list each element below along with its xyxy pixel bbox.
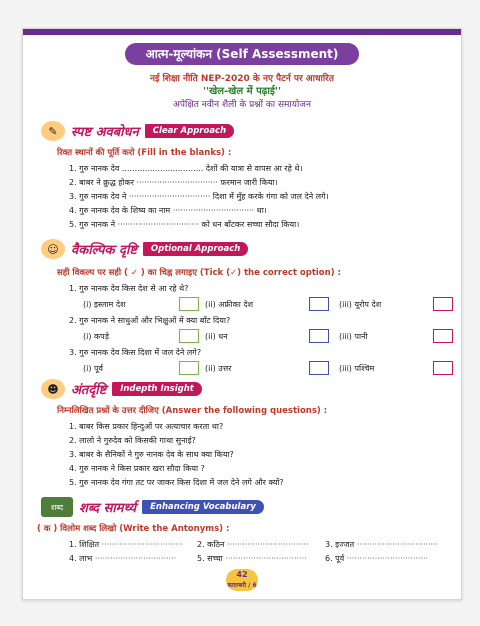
question-line: 2. लालो ने गुरुदेव को किसकी गाथा सुनाई? xyxy=(69,436,196,445)
blank-line: 1. गुरु नानक देव ................................ देशों की यात्रा से वापस आ रहे थे। xyxy=(69,164,303,173)
antonym-word: 6. पूर्व xyxy=(325,554,345,563)
option-label: (i) इस्लाम देश xyxy=(83,300,126,309)
instruction-fill-blanks: रिक्त स्थानों की पूर्ति करो (Fill in the blanks) : xyxy=(57,148,232,158)
subtitle-play: ''खेल-खेल में पढ़ाई'' xyxy=(202,86,282,97)
thinking-girl-icon: ☺ xyxy=(41,239,65,259)
antonym-word: 1. शिक्षित xyxy=(69,540,100,549)
subtitle-nep: नई शिक्षा नीति NEP-2020 के नए पैटर्न पर आधारित xyxy=(150,74,334,84)
top-bar xyxy=(23,29,461,35)
section-title-hindi: वैकल्पिक दृष्टि xyxy=(71,243,137,258)
option-checkbox[interactable] xyxy=(433,361,453,375)
answer-blank[interactable]: ································ xyxy=(227,540,309,549)
option-checkbox[interactable] xyxy=(433,297,453,311)
option-checkbox[interactable] xyxy=(309,361,329,375)
option-checkbox[interactable] xyxy=(179,361,199,375)
section-vocabulary xyxy=(41,497,264,517)
section-indepth-insight xyxy=(41,379,202,399)
section-title-hindi: अंतर्दृष्टि xyxy=(71,383,107,398)
option-checkbox[interactable] xyxy=(309,329,329,343)
option-checkbox[interactable] xyxy=(179,297,199,311)
workbook-page xyxy=(22,28,462,600)
answer-blank[interactable]: ································ xyxy=(346,554,429,563)
antonym-word: 2. कठिन xyxy=(197,540,225,549)
page-title: आत्म-मूल्यांकन (Self Assessment) xyxy=(125,43,359,65)
mcq-question: 2. गुरु नानक ने साधुओं और भिक्षुओं में क्या बाँट दिया? xyxy=(69,316,231,325)
instruction-answer: निम्नलिखित प्रश्नों के उत्तर दीजिए (Answer the following questions) : xyxy=(57,406,328,416)
option-label: (i) पूर्व xyxy=(83,364,103,373)
mcq-question: 3. गुरु नानक देव किस दिशा में जल देने लगे? xyxy=(69,348,202,357)
question-line: 3. बाबर के सैनिकों ने गुरु नानक देव के साथ क्या किया? xyxy=(69,450,234,459)
answer-blank[interactable]: ································ xyxy=(225,554,307,563)
book-label: कादम्बरी / 6 xyxy=(227,582,257,589)
student-icon: ✎ xyxy=(41,121,65,141)
antonym-word: 3. इज्जत xyxy=(325,540,355,549)
section-clear-approach xyxy=(41,121,234,141)
blank-line: 5. गुरु नानक ने ································ को धन बाँटकर सच्चा सौदा किया। xyxy=(69,220,300,229)
option-label: (ii) अफ्रीका देश xyxy=(205,300,254,309)
option-checkbox[interactable] xyxy=(433,329,453,343)
instruction-tick: सही विकल्प पर सही ( ✓ ) का चिह्न लगाइए (Tick (✓) the correct option) : xyxy=(57,268,341,278)
option-label: (ii) धन xyxy=(205,332,228,341)
answer-blank[interactable]: ································ xyxy=(356,540,439,549)
page-number: 42 xyxy=(236,570,248,579)
option-checkbox[interactable] xyxy=(309,297,329,311)
blank-line: 2. बाबर ने क्रुद्ध होकर ································ फ़रमान जारी किया। xyxy=(69,178,278,187)
option-label: (ii) उत्तर xyxy=(205,364,232,373)
section-optional-approach xyxy=(41,239,248,259)
option-label: (iii) यूरोप देश xyxy=(339,300,382,309)
page-number-badge xyxy=(226,569,258,591)
answer-blank[interactable]: ································ xyxy=(101,540,183,549)
blank-line: 4. गुरु नानक देव के शिष्य का नाम ································ था। xyxy=(69,206,267,215)
option-label: (iii) पानी xyxy=(339,332,368,341)
section-title-english: Optional Approach xyxy=(143,242,248,256)
answer-blank[interactable]: ································ xyxy=(94,554,177,563)
section-title-hindi: स्पष्ट अवबोधन xyxy=(71,125,139,140)
section-title-english: Clear Approach xyxy=(145,124,234,138)
section-title-english: Indepth Insight xyxy=(112,382,202,396)
question-line: 5. गुरु नानक देव गंगा तट पर जाकर किस दिशा में जल देने लगे और क्यों? xyxy=(69,478,284,487)
option-label: (iii) पश्चिम xyxy=(339,364,375,373)
section-title-hindi: शब्द सामर्थ्य xyxy=(79,501,137,516)
antonym-word: 4. लाभ xyxy=(69,554,93,563)
question-line: 4. गुरु नानक ने किस प्रकार खरा सौदा किया ? xyxy=(69,464,205,473)
antonym-word: 5. सच्चा xyxy=(197,554,223,563)
option-label: (i) कपड़े xyxy=(83,332,109,341)
mcq-question: 1. गुरु नानक देव किस देश से आ रहे थे? xyxy=(69,284,189,293)
subtitle-style: अपेक्षित नवीन शैली के प्रश्नों का समायोजन xyxy=(173,100,311,110)
boy-reading-icon: ☻ xyxy=(41,379,65,399)
option-checkbox[interactable] xyxy=(179,329,199,343)
question-line: 1. बाबर किस प्रकार हिन्दुओं पर अत्याचार करता था? xyxy=(69,422,224,431)
chalkboard-icon: शब्द xyxy=(41,497,73,517)
instruction-antonyms: ( क ) विलोम शब्द लिखो (Write the Antonyms) : xyxy=(37,524,230,534)
section-title-english: Enhancing Vocabulary xyxy=(142,500,264,514)
blank-line: 3. गुरु नानक देव ने ································ दिशा में मुँह करके गंगा को जल देने लगे। xyxy=(69,192,329,201)
